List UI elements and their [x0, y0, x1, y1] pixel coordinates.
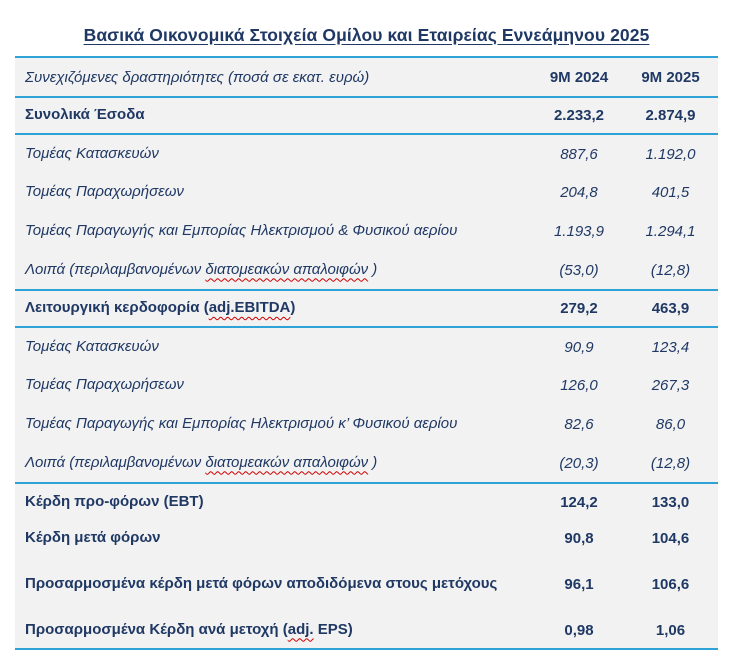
label-text: Τομέας Παραγωγής και Εμπορίας Ηλεκτρισμού & Φυσικού αερίου	[25, 222, 458, 240]
label-text: Λοιπά (περιλαμβανομένων	[25, 453, 206, 471]
row-label	[15, 520, 535, 557]
value-2025: 104,6	[651, 530, 690, 547]
row-label	[15, 327, 535, 366]
value-2024: 887,6	[560, 145, 598, 163]
page-title: Βασικά Οικονομικά Στοιχεία Ομίλου και Εταιρείας Εννεάμηνου 2025	[83, 24, 650, 45]
value-2024: (53,0)	[559, 261, 599, 279]
value-2025: (12,8)	[650, 454, 691, 472]
table-body	[15, 97, 718, 649]
table-row	[15, 483, 718, 520]
label-text: )	[368, 260, 378, 278]
table-row	[15, 444, 718, 483]
value-2024: 1.193,9	[553, 223, 605, 240]
value-2025: 86,0	[655, 416, 686, 433]
label-text: Προσαρμοσμένα κέρδη μετά φόρων αποδιδόμενα στους μετόχους	[25, 575, 498, 593]
value-2024: 96,1	[564, 576, 594, 593]
row-label	[15, 290, 535, 327]
value-2024: 2.233,2	[553, 107, 605, 124]
label-text: Τομέας Παραχωρήσεων	[25, 183, 184, 201]
label-text: EPS)	[313, 620, 353, 638]
table-row	[15, 134, 718, 173]
row-label	[15, 366, 535, 405]
label-text: Τομέας Κατασκευών	[25, 144, 159, 162]
value-2025: 123,4	[651, 338, 690, 356]
value-2025: 1.294,1	[645, 223, 696, 240]
value-2025: 1.192,0	[645, 145, 696, 163]
table-row	[15, 612, 718, 649]
value-2025: 463,9	[651, 300, 690, 317]
table-row	[15, 173, 718, 212]
value-2024: (20,3)	[559, 454, 599, 472]
header-col-2024: 9M 2024	[549, 68, 609, 86]
table-row	[15, 327, 718, 366]
label-text: Προσαρμοσμένα Κέρδη ανά μετοχή (	[25, 620, 288, 638]
row-label	[15, 483, 535, 520]
value-2024: 0,98	[564, 621, 594, 639]
value-2024: 90,8	[564, 530, 594, 547]
row-label	[15, 405, 535, 444]
row-label	[15, 251, 535, 290]
value-2025: 133,0	[651, 493, 690, 511]
label-text: Τομέας Παραγωγής και Εμπορίας Ηλεκτρισμού κ’ Φυσικού αερίου	[25, 415, 458, 433]
table-row	[15, 290, 718, 327]
value-2024: 279,2	[560, 300, 598, 317]
label-text: Τομέας Κατασκευών	[25, 337, 159, 355]
value-2025: 1,06	[655, 621, 686, 639]
value-2024: 124,2	[560, 493, 598, 511]
row-label	[15, 444, 535, 483]
value-2025: 401,5	[651, 184, 690, 201]
label-text: Λοιπά (περιλαμβανομένων	[25, 260, 206, 278]
value-2025: 267,3	[651, 377, 690, 394]
misspelled-word: adj.	[287, 620, 314, 638]
page	[0, 14, 733, 668]
table-row	[15, 251, 718, 290]
label-text: Λειτουργική κερδοφορία (	[25, 299, 209, 317]
misspelled-word: διατομεακών απαλοιφών	[205, 453, 369, 471]
row-label	[15, 212, 535, 251]
label-text: Κέρδη μετά φόρων	[25, 529, 161, 547]
table-row	[15, 405, 718, 444]
financial-table	[15, 56, 718, 650]
table-header-row	[15, 57, 718, 97]
table-row	[15, 557, 718, 612]
value-2025: 2.874,9	[645, 107, 696, 124]
row-label	[15, 173, 535, 212]
table-row	[15, 212, 718, 251]
value-2025: (12,8)	[650, 261, 691, 279]
value-2025: 106,6	[651, 576, 690, 593]
label-text: Συνολικά Έσοδα	[25, 106, 145, 124]
label-text: Κέρδη προ-φόρων (EBT)	[25, 492, 204, 510]
row-label	[15, 134, 535, 173]
row-label	[15, 557, 535, 612]
value-2024: 126,0	[560, 377, 598, 394]
misspelled-word: διατομεακών απαλοιφών	[205, 260, 369, 278]
table-row	[15, 520, 718, 557]
label-text: Τομέας Παραχωρήσεων	[25, 376, 184, 394]
value-2024: 90,9	[564, 338, 594, 356]
value-2024: 204,8	[560, 184, 598, 201]
header-label: Συνεχιζόμενες δραστηριότητες (ποσά σε εκατ. ευρώ)	[25, 68, 370, 86]
value-2024: 82,6	[564, 416, 594, 433]
label-text: )	[290, 299, 296, 317]
row-label	[15, 97, 535, 134]
label-text: )	[368, 453, 378, 471]
table-row	[15, 97, 718, 134]
table-row	[15, 366, 718, 405]
row-label	[15, 612, 535, 649]
misspelled-word: adj.EBITDA	[208, 299, 291, 317]
header-col-2025: 9M 2025	[641, 68, 700, 86]
